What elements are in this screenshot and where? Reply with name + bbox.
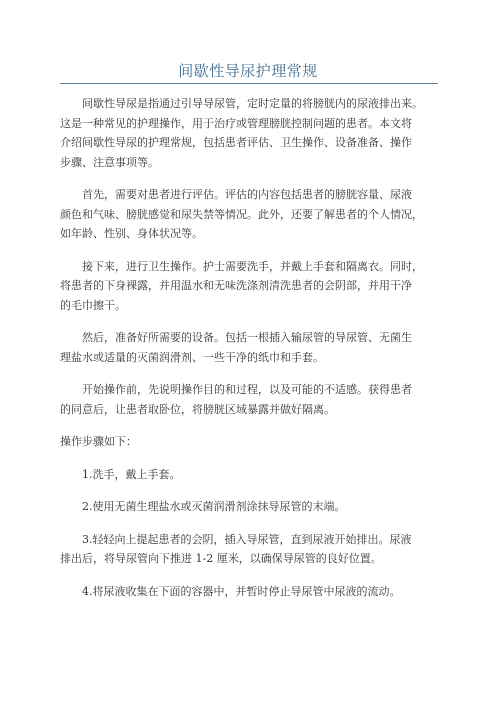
paragraph-line: 排出后，将导尿管向下推进 1-2 厘米，以确保导尿管的良好位置。 bbox=[60, 552, 382, 565]
paragraph-line: 这是一种常见的护理操作，用于治疗或管理膀胱控制问题的患者。本文将 bbox=[60, 116, 412, 130]
paragraph-line: 间歇性导尿是指通过引导导尿管，定时定量的将膀胱内的尿液排出来。 bbox=[82, 97, 423, 110]
paragraph-line: 的同意后，让患者取卧位，将膀胱区域暴露并做好隔离。 bbox=[60, 402, 335, 416]
page-title: 间歇性导尿护理常规 bbox=[178, 62, 318, 80]
step-item bbox=[60, 530, 440, 569]
paragraph-line: 的毛巾擦干。 bbox=[60, 298, 126, 312]
paragraph-hygiene bbox=[60, 257, 440, 316]
paragraph-line: 步骤、注意事项等。 bbox=[60, 155, 159, 169]
paragraph-line: 3.轻轻向上提起患者的会阴，插入导尿管，直到尿液开始排出。尿液 bbox=[82, 532, 412, 546]
title-divider bbox=[60, 83, 438, 84]
paragraph-equipment bbox=[60, 328, 440, 367]
paragraph-line: 1.洗手，戴上手套。 bbox=[82, 467, 181, 481]
step-item bbox=[60, 465, 440, 485]
paragraph-line: 颜色和气味、膀胱感觉和尿失禁等情况。此外，还要了解患者的个人情况， bbox=[60, 207, 423, 221]
paragraph-line: 接下来，进行卫生操作。护士需要洗手，并戴上手套和隔离衣。同时， bbox=[82, 259, 423, 273]
paragraph-line: 然后，准备好所需要的设备。包括一根插入输尿管的导尿管、无菌生 bbox=[82, 331, 412, 344]
steps-heading bbox=[60, 432, 440, 452]
paragraph-line: 2.使用无菌生理盐水或灭菌润滑剂涂抹导尿管的末端。 bbox=[82, 500, 346, 513]
paragraph-line: 将患者的下身裸露，并用温水和无味洗涤剂清洗患者的会阴部，并用干净 bbox=[60, 279, 412, 292]
paragraph-line: 4.将尿液收集在下面的容器中，并暂时停止导尿管中尿液的流动。 bbox=[82, 584, 401, 598]
step-item bbox=[60, 582, 440, 602]
paragraph-line: 操作步骤如下： bbox=[60, 435, 137, 448]
paragraph-intro bbox=[60, 94, 440, 172]
paragraph-line: 首先，需要对患者进行评估。评估的内容包括患者的膀胱容量、尿液 bbox=[82, 188, 412, 201]
paragraph-preparation bbox=[60, 380, 440, 419]
paragraph-line: 如年龄、性别、身体状况等。 bbox=[60, 227, 203, 240]
step-item bbox=[60, 497, 440, 517]
paragraph-line: 开始操作前，先说明操作目的和过程，以及可能的不适感。获得患者 bbox=[82, 383, 412, 396]
paragraph-assessment bbox=[60, 185, 440, 244]
paragraph-line: 理盐水或适量的灭菌润滑剂、一些干净的纸巾和手套。 bbox=[60, 350, 324, 364]
document-body bbox=[60, 94, 440, 614]
paragraph-line: 介绍间歇性导尿的护理常规，包括患者评估、卫生操作、设备准备、操作 bbox=[60, 136, 412, 149]
